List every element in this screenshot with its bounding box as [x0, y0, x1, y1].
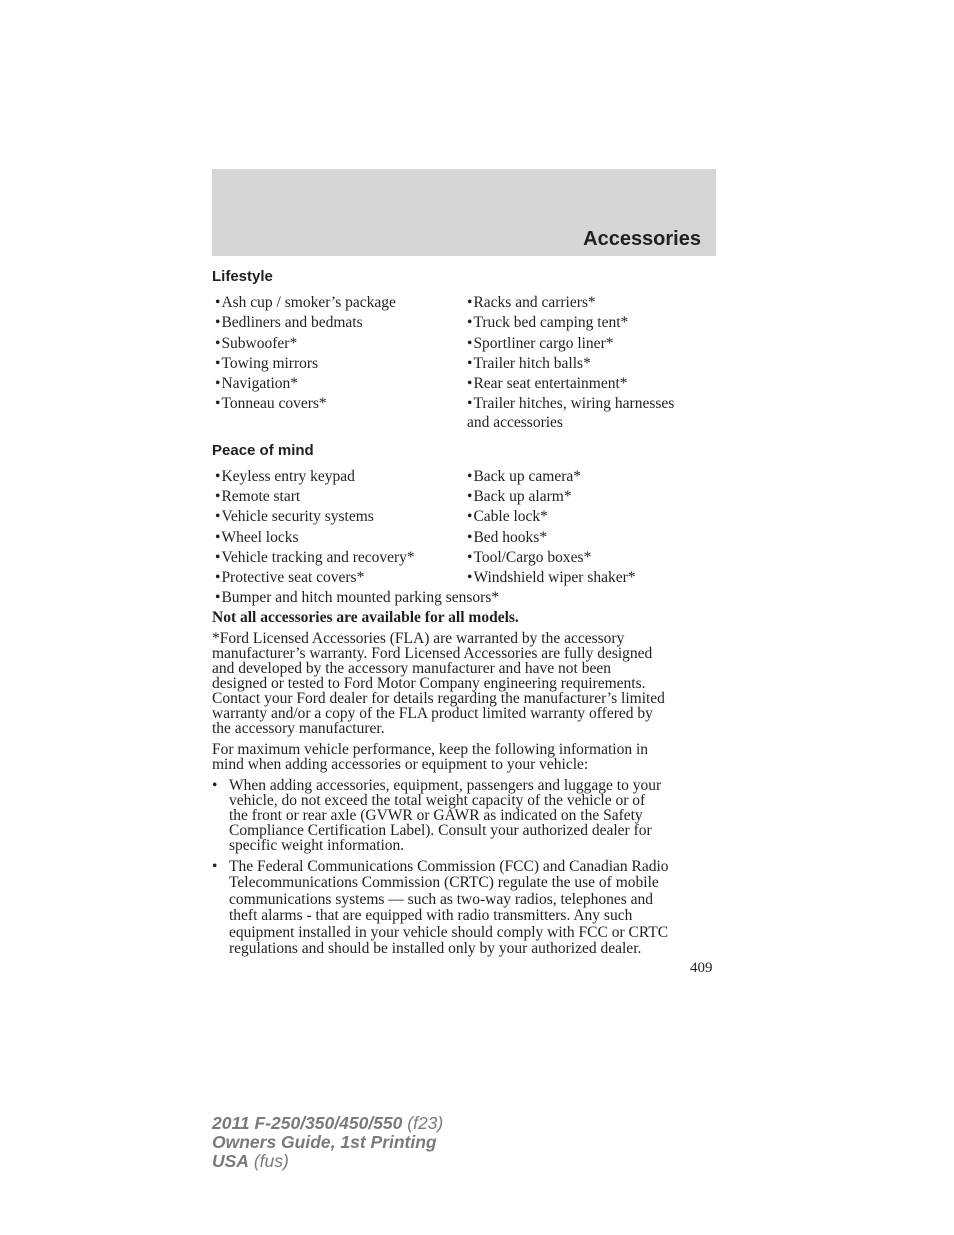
- performance-paragraph: For maximum vehicle performance, keep the following information in mind when adding accessories or equipment to your vehicle:: [212, 741, 649, 773]
- list-item: •Ash cup / smoker’s package: [215, 294, 396, 311]
- list-item: •Trailer hitch balls*: [467, 355, 591, 372]
- section-title: Accessories: [583, 228, 701, 250]
- bullet-dot: •: [212, 777, 218, 794]
- bullet-text: The Federal Communications Commission (FCC) and Canadian Radio Telecommunications Commission (CRTC) regulate the use of mobile communications systems — such as two-way radios, telephones and theft alarms - that are equipped with radio transmitters. Any such equipment installed in your vehicle should comply with FCC or CRTC regulations and should be installed only by your authorized dealer.: [229, 858, 669, 958]
- list-item: •Tonneau covers*: [215, 395, 327, 412]
- list-item: •Bedliners and bedmats: [215, 314, 363, 331]
- peace-of-mind-heading: Peace of mind: [212, 442, 314, 459]
- list-item: •Back up camera*: [467, 468, 582, 485]
- bullet-dot: •: [212, 858, 218, 875]
- lifestyle-heading: Lifestyle: [212, 268, 273, 285]
- list-item: •Vehicle security systems: [215, 508, 374, 525]
- list-item: •Windshield wiper shaker*: [467, 569, 636, 586]
- list-item: •Back up alarm*: [467, 488, 572, 505]
- list-item: •Truck bed camping tent*: [467, 314, 629, 331]
- list-item: •Navigation*: [215, 375, 299, 392]
- list-item: •Protective seat covers*: [215, 569, 365, 586]
- fla-warranty-paragraph: *Ford Licensed Accessories (FLA) are warranted by the accessory manufacturer’s warranty. Ford Licensed Accessories are fully designed and developed by the accessory manufacturer and have not been designed or tested to Ford Motor Company engineering requirements. Contact your Ford dealer for details regarding the manufacturer’s limited warranty and/or a copy of the FLA product limited warranty offered by the accessory manufacturer.: [212, 630, 665, 737]
- page-number: 409: [690, 960, 713, 976]
- list-item: •Remote start: [215, 488, 301, 505]
- list-item: •Sportliner cargo liner*: [467, 335, 614, 352]
- list-item: •Keyless entry keypad: [215, 468, 355, 485]
- list-item: •Bed hooks*: [467, 529, 548, 546]
- availability-note: Not all accessories are available for all models.: [212, 609, 519, 626]
- list-item: •Towing mirrors: [215, 355, 319, 372]
- section-header-bar: [212, 169, 716, 256]
- list-item: •Racks and carriers*: [467, 294, 596, 311]
- document-footer: 2011 F-250/350/450/550 (f23) Owners Guide, 1st Printing USA (fus): [212, 1113, 444, 1171]
- list-item: •Tool/Cargo boxes*: [467, 549, 592, 566]
- list-item-continuation: and accessories: [467, 414, 563, 431]
- list-item: •Bumper and hitch mounted parking sensors*: [215, 589, 500, 606]
- list-item: •Subwoofer*: [215, 335, 298, 352]
- list-item: •Cable lock*: [467, 508, 548, 525]
- list-item: •Vehicle tracking and recovery*: [215, 549, 415, 566]
- bullet-text: When adding accessories, equipment, passengers and luggage to your vehicle, do not exceed the total weight capacity of the vehicle or of the front or rear axle (GVWR or GAWR as indicated on the Safety Compliance Certification Label). Consult your authorized dealer for specific weight information.: [229, 777, 662, 854]
- list-item: •Trailer hitches, wiring harnesses: [467, 395, 675, 412]
- list-item: •Rear seat entertainment*: [467, 375, 628, 392]
- list-item: •Wheel locks: [215, 529, 299, 546]
